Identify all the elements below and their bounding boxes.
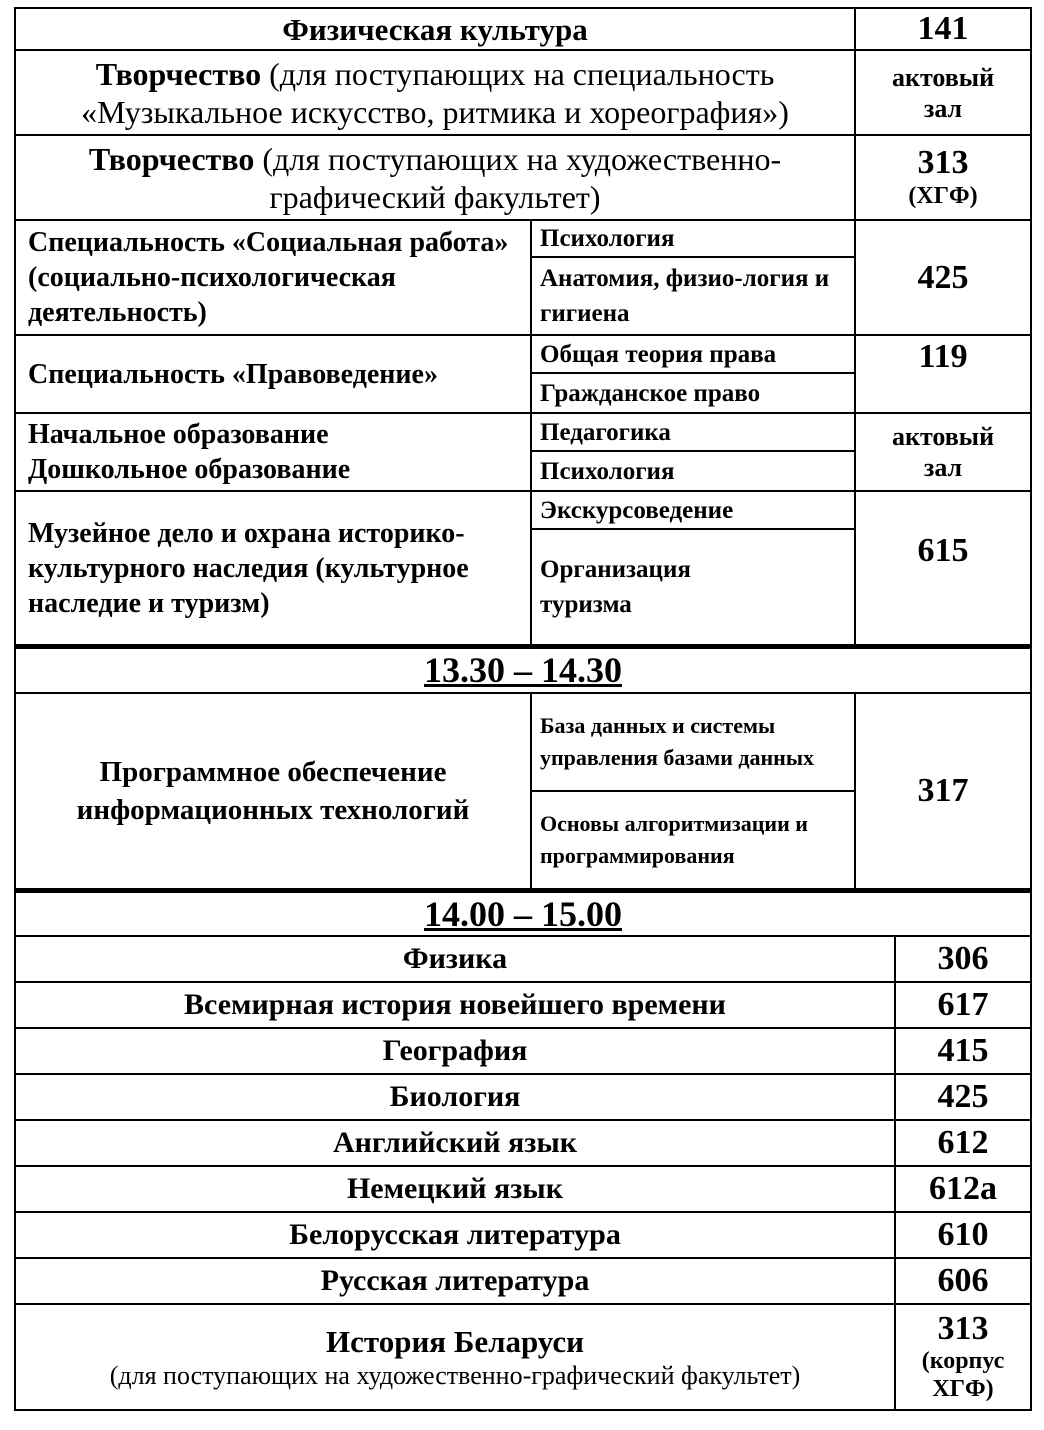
table-row — [15, 936, 1031, 982]
table-row — [15, 413, 1031, 451]
subject-note: (для поступающих на специальность «Музыкальное искусство, ритмика и хореография») — [81, 55, 789, 130]
exam-cell: Психология — [531, 451, 855, 491]
room-cell: 141 — [855, 8, 1031, 50]
specialty-cell: Специальность «Социальная работа» (социально-психологическая деятельность) — [15, 220, 531, 335]
subject-title: Творчество — [95, 55, 262, 92]
table-row — [15, 1212, 1031, 1258]
exam-cell: Педагогика — [531, 413, 855, 451]
room-number: 313 — [917, 144, 969, 181]
table-row — [15, 135, 1031, 220]
specialty-cell: Программное обеспечение информационных технологий — [15, 693, 531, 889]
time-header: 14.00 – 15.00 — [15, 890, 1031, 936]
room-cell: актовый зал — [855, 413, 1031, 491]
table-row — [15, 8, 1031, 50]
room-cell: 425 — [895, 1074, 1031, 1120]
exam-cell: Психология — [531, 220, 855, 257]
subject-cell: Физика — [15, 936, 895, 982]
exam-cell: Общая теория права — [531, 335, 855, 373]
subject-cell — [15, 1304, 895, 1410]
table-row — [15, 647, 1031, 693]
table-row — [15, 1120, 1031, 1166]
specialty-line: Начальное образование — [28, 419, 329, 450]
table-row — [15, 1258, 1031, 1304]
schedule-section-3 — [14, 888, 1032, 1412]
table-row — [15, 1028, 1031, 1074]
table-row — [15, 220, 1031, 257]
room-cell: 306 — [895, 936, 1031, 982]
schedule-section-1 — [14, 7, 1032, 646]
room-cell: 606 — [895, 1258, 1031, 1304]
room-cell: 425 — [855, 220, 1031, 335]
schedule-section-2 — [14, 644, 1032, 890]
subject-cell: Физическая культура — [15, 8, 855, 50]
table-row — [15, 1166, 1031, 1212]
table-row — [15, 491, 1031, 529]
room-number: 313 — [937, 1310, 989, 1347]
table-row — [15, 982, 1031, 1028]
room-cell — [855, 135, 1031, 220]
exam-cell: Экскурсоведение — [531, 491, 855, 529]
table-row — [15, 1304, 1031, 1410]
subject-cell — [15, 135, 855, 220]
exam-cell: Анатомия, физио-логия и гигиена — [531, 257, 855, 335]
subject-cell: География — [15, 1028, 895, 1074]
room-cell: 610 — [895, 1212, 1031, 1258]
exam-cell: Гражданское право — [531, 373, 855, 413]
room-cell: 612а — [895, 1166, 1031, 1212]
table-row — [15, 335, 1031, 373]
table-row — [15, 890, 1031, 936]
schedule-sheet — [14, 7, 1030, 1411]
exam-cell: Организация туризма — [531, 529, 855, 645]
specialty-cell — [15, 413, 531, 491]
room-building: (ХГФ) — [908, 183, 978, 209]
specialty-cell: Специальность «Правоведение» — [15, 335, 531, 413]
subject-cell: Биология — [15, 1074, 895, 1120]
room-building: (корпус ХГФ) — [921, 1348, 1005, 1402]
table-row — [15, 50, 1031, 135]
exam-cell: База данных и системы управления базами данных — [531, 693, 855, 791]
subject-cell — [15, 50, 855, 135]
specialty-cell: Музейное дело и охрана историко-культурного наследия (культурное наследие и туризм) — [15, 491, 531, 645]
room-cell: 317 — [855, 693, 1031, 889]
subject-cell: Белорусская литература — [15, 1212, 895, 1258]
table-row — [15, 693, 1031, 791]
table-row — [15, 1074, 1031, 1120]
subject-cell: Русская литература — [15, 1258, 895, 1304]
subject-cell: Всемирная история новейшего времени — [15, 982, 895, 1028]
subject-note: (для поступающих на художественно-графический факультет) — [262, 140, 782, 215]
room-cell: 615 — [855, 491, 1031, 645]
room-cell: 415 — [895, 1028, 1031, 1074]
exam-cell: Основы алгоритмизации и программирования — [531, 791, 855, 889]
subject-cell: Немецкий язык — [15, 1166, 895, 1212]
subject-cell: Английский язык — [15, 1120, 895, 1166]
room-cell — [895, 1304, 1031, 1410]
subject-title: История Беларуси — [326, 1324, 584, 1359]
room-cell: 612 — [895, 1120, 1031, 1166]
subject-note: (для поступающих на художественно-графический факультет) — [109, 1361, 801, 1390]
subject-title: Творчество — [88, 140, 255, 177]
specialty-line: Дошкольное образование — [28, 454, 351, 485]
room-cell: актовый зал — [855, 50, 1031, 135]
room-cell: 617 — [895, 982, 1031, 1028]
room-cell: 119 — [855, 335, 1031, 413]
time-header: 13.30 – 14.30 — [15, 647, 1031, 693]
